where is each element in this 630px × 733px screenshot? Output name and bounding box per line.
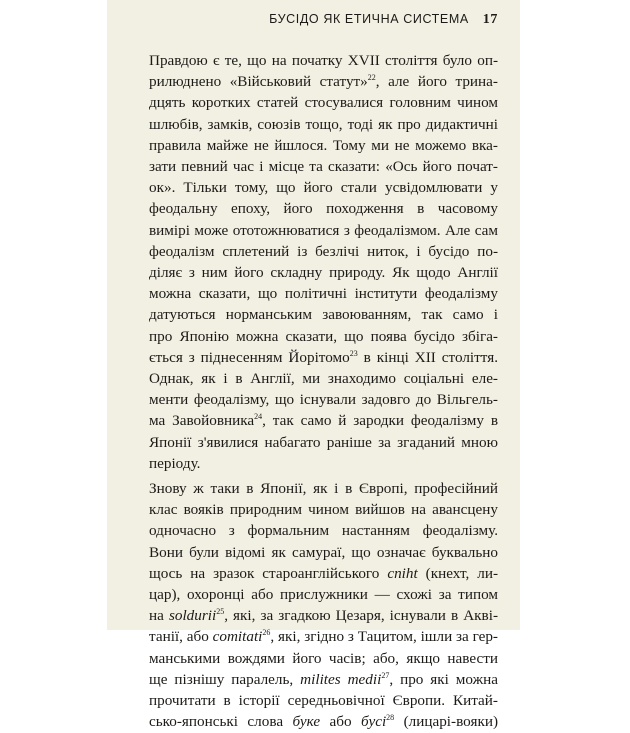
footnote-ref: 28 <box>386 713 395 723</box>
running-title: БУСІДО ЯК ЕТИЧНА СИСТЕМА <box>269 12 469 26</box>
text-line: Знову ж таки в Японії, як і в Європі, професійний <box>149 480 498 498</box>
text-line: Японії з'явилися набагато раніше за згаданий мною <box>149 433 498 451</box>
text-line: можна сказати, що політичні інститути феодалізму <box>149 285 498 303</box>
text-line: періоду. <box>149 454 201 472</box>
text-line: шлюбів, замків, союзів тощо, тоді як про дидактичні <box>149 115 498 133</box>
text-line: щось на зразок староанглійського cniht (кнехт, ли- <box>149 564 498 582</box>
text-line: прочитати в історії середньовічної Європи. Китай- <box>149 692 498 710</box>
book-page <box>107 0 520 731</box>
page-number: 17 <box>482 12 498 27</box>
text-line: датуються норманським завоюванням, так само і <box>149 306 498 324</box>
text-line: Правдою є те, що на початку XVII століття було оп- <box>149 52 498 69</box>
text-line: ма Завойовника$^{24}$, так само й зародки феодалізму в <box>149 412 499 430</box>
text-line: ється з піднесенням Йорітомо$^{23}$ в кінці XII століття. <box>149 348 498 366</box>
text-line: про Японію можна сказати, що поява бусідо збіга- <box>149 327 498 345</box>
text-line: менти феодалізму, що існували задовго до Вільгель- <box>149 391 498 409</box>
footnote-ref: 24 <box>254 412 263 422</box>
text-line: вимірі може ототожнюватися з феодалізмом. Але сам <box>149 221 498 239</box>
italic-term: буке <box>292 713 321 731</box>
text-line: на soldurii$^{25}$, які, за згадкою Цезаря, існували в Аквi- <box>149 607 498 625</box>
italic-term: comitati <box>212 628 263 646</box>
text-line: Вони були відомі як самураї, що означає буквально <box>149 543 498 561</box>
text-line: правила майже не йшлося. Тому ми не можемо вка- <box>149 136 498 154</box>
text-line: дцять коротких статей стосувалися головним чином <box>149 94 498 112</box>
footnote-ref: 22 <box>367 73 376 83</box>
text-line: манськими вождями його часів; або, якщо навести <box>149 649 498 667</box>
paragraph-2 <box>129 478 498 732</box>
text-line: рилюднено «Військовий статут»$^{22}$, але його трина- <box>149 73 498 91</box>
text-line: Однак, як і в Англії, ми знаходимо соціальні еле- <box>149 370 498 388</box>
text-line: діляє з ним його складну природу. Як щодо Англії <box>149 264 498 282</box>
text-line: зати певний час і місце та сказати: «Ось його почат- <box>149 158 498 176</box>
text-line: клас вояків природним чином вийшов на авансцену <box>149 501 498 519</box>
italic-term: бусі <box>361 713 387 731</box>
text-line: феодалізм сплетений із безлічі ниток, і бусідо по- <box>149 242 498 260</box>
text-line: танії, або comitati$^{26}$, які, згідно з Тацитом, ішли за гер- <box>149 628 498 646</box>
running-head <box>129 12 498 28</box>
text-line: феодальну епоху, його походження в часовому <box>149 200 498 218</box>
text-line: ще пізнішу паралель, milites medii$^{27}$, про які можна <box>149 670 499 688</box>
text-line: одночасно з формальним настанням феодалізму. <box>149 522 498 540</box>
footnote-ref: 27 <box>381 670 390 680</box>
footnote-ref: 26 <box>262 628 271 638</box>
italic-term: milites medii <box>300 670 382 688</box>
text-line: сько-японські слова буке або бусі$^{28}$ (лицарі-вояки) <box>149 713 499 731</box>
text-line: цар), охоронці або прислужники — схожі за типом <box>149 586 498 604</box>
paragraph-1 <box>129 50 498 474</box>
italic-term: cniht <box>387 564 418 582</box>
italic-term: soldurii <box>168 607 217 625</box>
footnote-ref: 25 <box>216 607 225 617</box>
text-line: ок». Тільки тому, що його стали усвідомлювати у <box>149 179 498 197</box>
footnote-ref: 23 <box>349 348 358 358</box>
